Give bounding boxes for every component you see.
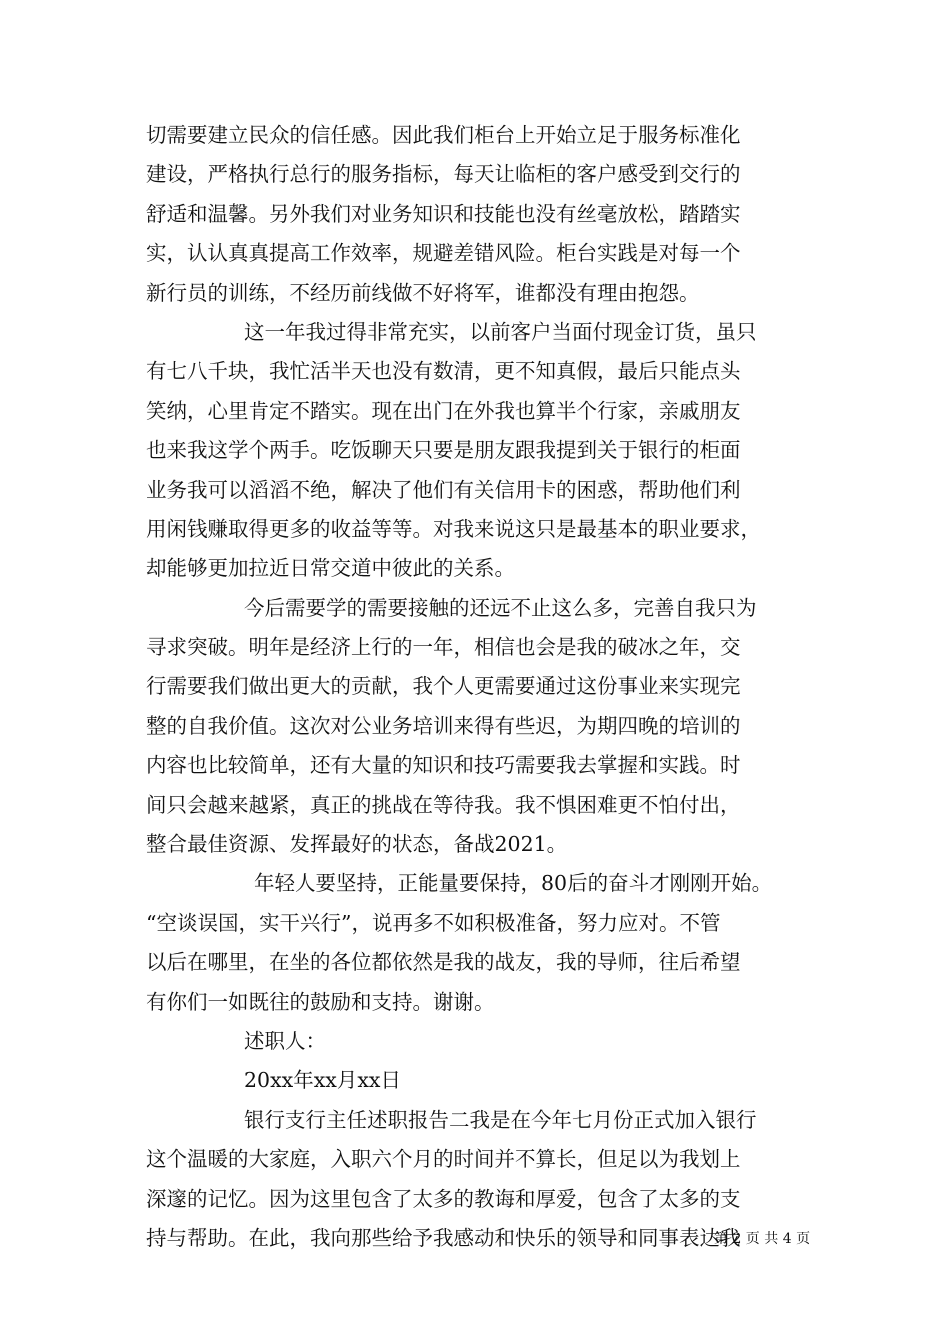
text-line: 行需要我们做出更大的贡献，我个人更需要通过这份事业来实现完 xyxy=(146,674,741,699)
text-line: 业务我可以滔滔不绝，解决了他们有关信用卡的困惑，帮助他们利 xyxy=(146,477,741,502)
text-line: 有你们一如既往的鼓励和支持。谢谢。 xyxy=(146,989,495,1014)
text-line: 这个温暖的大家庭，入职六个月的时间并不算长，但足以为我划上 xyxy=(146,1147,741,1172)
text-line: 内容也比较简单，还有大量的知识和技巧需要我去掌握和实践。时 xyxy=(146,753,741,778)
paragraph-start-line: 今后需要学的需要接触的还远不止这么多，完善自我只为 xyxy=(244,595,757,620)
paragraph-start-line: 银行支行主任述职报告二我是在今年七月份正式加入银行 xyxy=(244,1107,757,1132)
signature-date: 20xx年xx月xx日 xyxy=(244,1068,401,1093)
text-line: 整合最佳资源、发挥最好的状态，备战2021。 xyxy=(146,832,568,857)
paragraph-start-line: 年轻人要坚持，正能量要保持，80后的奋斗才刚刚开始。 xyxy=(254,871,773,896)
text-line: 新行员的训练，不经历前线做不好将军，谁都没有理由抱怨。 xyxy=(146,280,700,305)
body-text xyxy=(146,116,822,1258)
signature-label: 述职人： xyxy=(244,1028,326,1053)
text-line: 建设，严格执行总行的服务指标，每天让临柜的客户感受到交行的 xyxy=(146,162,741,187)
text-line: 有七八千块，我忙活半天也没有数清，更不知真假，最后只能点头 xyxy=(146,359,741,384)
text-line: 也来我这学个两手。吃饭聊天只要是朋友跟我提到关于银行的柜面 xyxy=(146,438,741,463)
text-line: 整的自我价值。这次对公业务培训来得有些迟，为期四晚的培训的 xyxy=(146,713,741,738)
text-line: “空谈误国，实干兴行”，说再多不如积极准备，努力应对。不管 xyxy=(146,910,721,935)
text-line: 舒适和温馨。另外我们对业务知识和技能也没有丝毫放松，踏踏实 xyxy=(146,201,741,226)
text-line: 笑纳，心里肯定不踏实。现在出门在外我也算半个行家，亲戚朋友 xyxy=(146,398,741,423)
text-line: 切需要建立民众的信任感。因此我们柜台上开始立足于服务标准化 xyxy=(146,123,741,147)
text-line: 实，认认真真提高工作效率，规避差错风险。柜台实践是对每一个 xyxy=(146,241,741,266)
text-line: 间只会越来越紧，真正的挑战在等待我。我不惧困难更不怕付出， xyxy=(146,792,741,817)
paragraph-start-line: 这一年我过得非常充实，以前客户当面付现金订货，虽只 xyxy=(244,319,757,344)
text-line: 用闲钱赚取得更多的收益等等。对我来说这只是最基本的职业要求， xyxy=(146,516,761,541)
text-line: 以后在哪里，在坐的各位都依然是我的战友，我的导师，往后希望 xyxy=(146,950,741,975)
text-line: 深邃的记忆。因为这里包含了太多的教诲和厚爱，包含了太多的支 xyxy=(146,1186,741,1211)
page-number-footer: 第 2 页 共 4 页 xyxy=(714,1231,811,1247)
text-line: 持与帮助。在此，我向那些给予我感动和快乐的领导和同事表达我 xyxy=(146,1225,741,1250)
text-line: 寻求突破。明年是经济上行的一年，相信也会是我的破冰之年，交 xyxy=(146,635,741,660)
text-line: 却能够更加拉近日常交道中彼此的关系。 xyxy=(146,556,515,581)
